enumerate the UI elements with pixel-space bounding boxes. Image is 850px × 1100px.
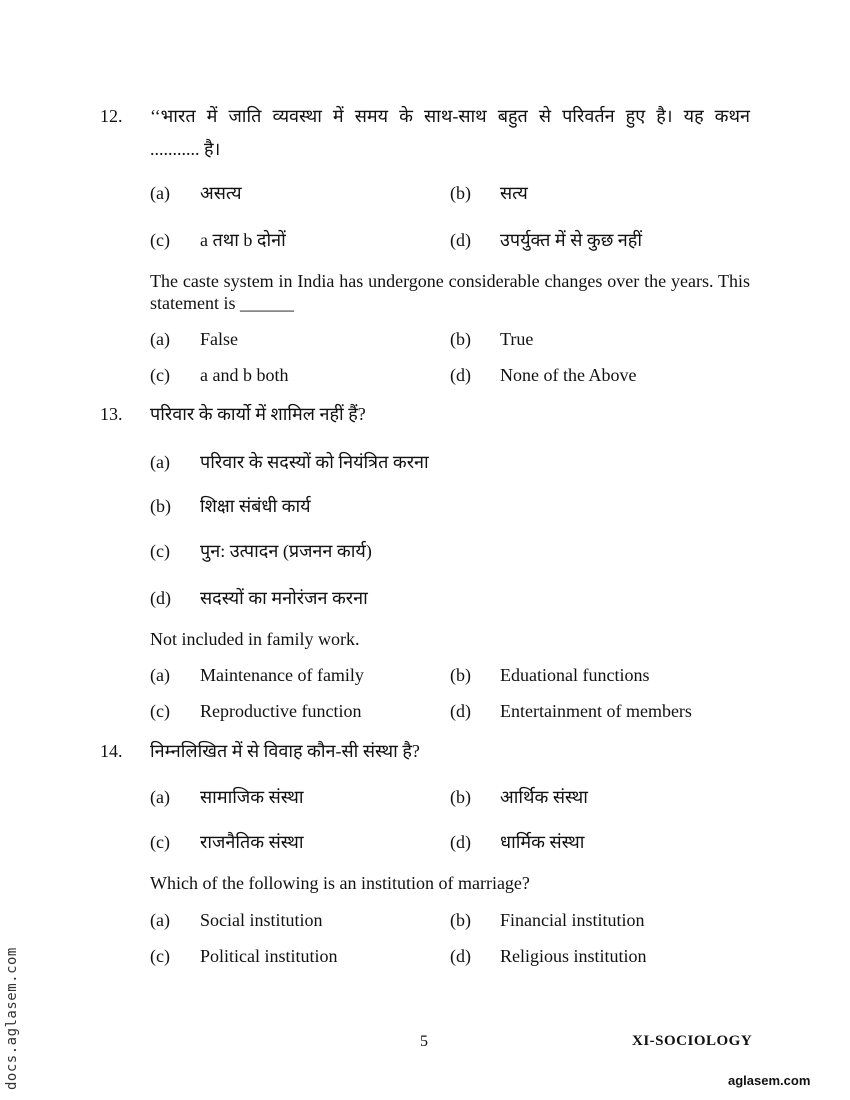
option-text: Reproductive function [200, 701, 362, 721]
option-label: (a) [150, 452, 170, 472]
option-label: (a) [150, 910, 170, 930]
option-label: (a) [150, 665, 170, 685]
option-text: None of the Above [500, 365, 637, 385]
option-label: (c) [150, 701, 170, 721]
option-label: (c) [150, 832, 170, 852]
option-label: (d) [150, 588, 171, 608]
option-text: Financial institution [500, 910, 645, 930]
option-text: Entertainment of members [500, 701, 692, 721]
option-text: True [500, 329, 534, 349]
option-text: Social institution [200, 910, 323, 930]
question-text-hindi: निम्नलिखित में से विवाह कौन-सी संस्था है? [150, 741, 420, 761]
option-text: सत्य [500, 183, 528, 203]
option-text: Maintenance of family [200, 665, 364, 685]
option-label: (a) [150, 787, 170, 807]
question-number: 14. [100, 741, 123, 761]
option-label: (b) [450, 329, 471, 349]
option-label: (c) [150, 946, 170, 966]
option-label: (d) [450, 701, 471, 721]
question-text-hindi: परिवार के कार्यो में शामिल नहीं हैं? [150, 404, 366, 424]
option-label: (d) [450, 946, 471, 966]
option-label: (d) [450, 832, 471, 852]
watermark: docs.aglasem.com [4, 947, 20, 1090]
question-text-english: Not included in family work. [150, 629, 360, 649]
option-label: (c) [150, 365, 170, 385]
option-text: पुन: उत्पादन (प्रजनन कार्य) [200, 541, 372, 561]
option-label: (c) [150, 230, 170, 250]
option-text: False [200, 329, 238, 349]
brand-link[interactable]: aglasem.com [728, 1073, 811, 1088]
option-label: (c) [150, 541, 170, 561]
option-text: Political institution [200, 946, 338, 966]
option-text: सदस्यों का मनोरंजन करना [200, 588, 368, 608]
option-label: (b) [450, 183, 471, 203]
subject-code: XI-SOCIOLOGY [632, 1033, 753, 1049]
option-text: Religious institution [500, 946, 647, 966]
option-text: धार्मिक संस्था [500, 832, 585, 852]
option-label: (a) [150, 329, 170, 349]
option-label: (b) [450, 910, 471, 930]
option-text: असत्य [200, 183, 242, 203]
option-text: सामाजिक संस्था [200, 787, 304, 807]
question-text-hindi-cont: ........... है। [150, 139, 221, 159]
page-number: 5 [420, 1033, 428, 1050]
option-label: (b) [150, 496, 171, 516]
option-label: (a) [150, 183, 170, 203]
option-text: Eduational functions [500, 665, 650, 685]
option-text: शिक्षा संबंधी कार्य [200, 496, 311, 516]
question-text-english: The caste system in India has undergone considerable changes over the years. This statement is ______ [150, 271, 750, 313]
option-text: राजनैतिक संस्था [200, 832, 304, 852]
question-text-hindi: ‘‘भारत में जाति व्यवस्था में समय के साथ-साथ बहुत से परिवर्तन हुए है। यह कथन [150, 106, 750, 126]
option-label: (b) [450, 787, 471, 807]
question-number: 13. [100, 404, 123, 424]
option-label: (d) [450, 365, 471, 385]
question-number: 12. [100, 106, 123, 126]
option-text: a and b both [200, 365, 289, 385]
option-text: उपर्युक्त में से कुछ नहीं [500, 230, 643, 250]
question-text-english: Which of the following is an institution of marriage? [150, 873, 530, 893]
option-text: परिवार के सदस्यों को नियंत्रित करना [200, 452, 429, 472]
option-text: a तथा b दोनों [200, 230, 286, 250]
option-label: (d) [450, 230, 471, 250]
option-label: (b) [450, 665, 471, 685]
option-text: आर्थिक संस्था [500, 787, 588, 807]
